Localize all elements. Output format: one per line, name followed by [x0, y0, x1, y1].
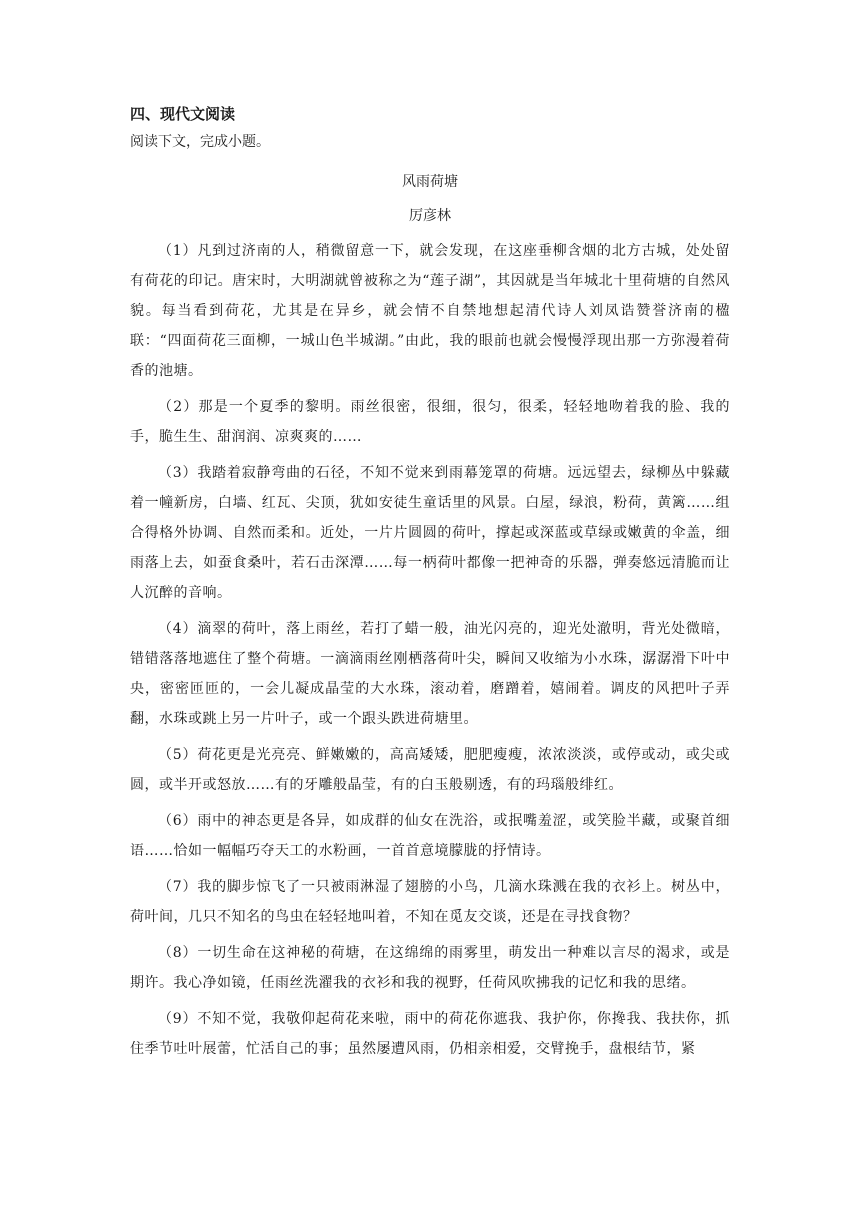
paragraph-5: （5）荷花更是光亮亮、鲜嫩嫩的，高高矮矮，肥肥瘦瘦，浓浓淡淡，或停或动，或尖或圆，或半开或怒放……有的牙雕般晶莹，有的白玉般剔透，有的玛瑙般绯红。: [130, 747, 730, 793]
article-title: 风雨荷塘: [402, 174, 458, 190]
paragraph-8: （8）一切生命在这神秘的荷塘，在这绵绵的雨雾里，萌发出一种难以言尽的渴求，或是期许。我心净如镜，任雨丝洗濯我的衣衫和我的视野，任荷风吹拂我的记忆和我的思绪。: [130, 945, 730, 991]
paragraph-4: （4）滴翠的荷叶，落上雨丝，若打了蜡一般，油光闪亮的，迎光处澈明，背光处微暗，错错落落地遮住了整个荷塘。一滴滴雨丝刚栖落荷叶尖，瞬间又收缩为小水珠，潺潺滑下叶中央，密密匝匝的，一会儿凝成晶莹的大水珠，滚动着，磨蹭着，嬉闹着。调皮的风把叶子弄翻，水珠或跳上另一片叶子，或一个跟头跌进荷塘里。: [130, 621, 730, 727]
paragraph-9: （9）不知不觉，我敬仰起荷花来啦，雨中的荷花你遮我、我护你，你搀我、我扶你，抓住季节吐叶展蕾，忙活自己的事；虽然屡遭风雨，仍相亲相爱，交臂挽手，盘根结节，紧: [130, 1011, 730, 1057]
paragraph-2: （2）那是一个夏季的黎明。雨丝很密，很细，很匀，很柔，轻轻地吻着我的脸、我的手，脆生生、甜润润、凉爽爽的……: [130, 399, 730, 445]
paragraph-3: （3）我踏着寂静弯曲的石径，不知不觉来到雨幕笼罩的荷塘。远远望去，绿柳丛中躲藏着一幢新房，白墙、红瓦、尖顶，犹如安徒生童话里的风景。白屋，绿浪，粉荷，黄篱……组合得格外协调、自然而柔和。近处，一片片圆圆的荷叶，撑起或深蓝或草绿或嫩黄的伞盖，细雨落上去，如蚕食桑叶，若石击深潭……每一柄荷叶都像一把神奇的乐器，弹奏悠远清脆而让人沉醉的音响。: [130, 465, 730, 601]
article-author: 厉彦林: [409, 208, 451, 224]
section-heading: 四、现代文阅读: [130, 105, 236, 123]
document-page: [130, 100, 730, 1070]
paragraph-7: （7）我的脚步惊飞了一只被雨淋湿了翅膀的小鸟，几滴水珠溅在我的衣衫上。树丛中，荷叶间，几只不知名的鸟虫在轻轻地叫着，不知在觅友交谈，还是在寻找食物？: [130, 879, 730, 925]
paragraph-6: （6）雨中的神态更是各异，如成群的仙女在洗浴，或抿嘴羞涩，或笑脸半藏，或聚首细语……恰如一幅幅巧夺天工的水粉画，一首首意境朦胧的抒情诗。: [130, 813, 730, 859]
paragraph-1: （1）凡到过济南的人，稍微留意一下，就会发现，在这座垂柳含烟的北方古城，处处留有荷花的印记。唐宋时，大明湖就曾被称之为“莲子湖”，其因就是当年城北十里荷塘的自然风貌。每当看到荷花，尤其是在异乡，就会情不自禁地想起清代诗人刘凤诰赞誉济南的楹联：“四面荷花三面柳，一城山色半城湖。”由此，我的眼前也就会慢慢浮现出那一方弥漫着荷香的池塘。: [130, 243, 730, 379]
instruction-text: 阅读下文，完成小题。: [130, 134, 270, 150]
